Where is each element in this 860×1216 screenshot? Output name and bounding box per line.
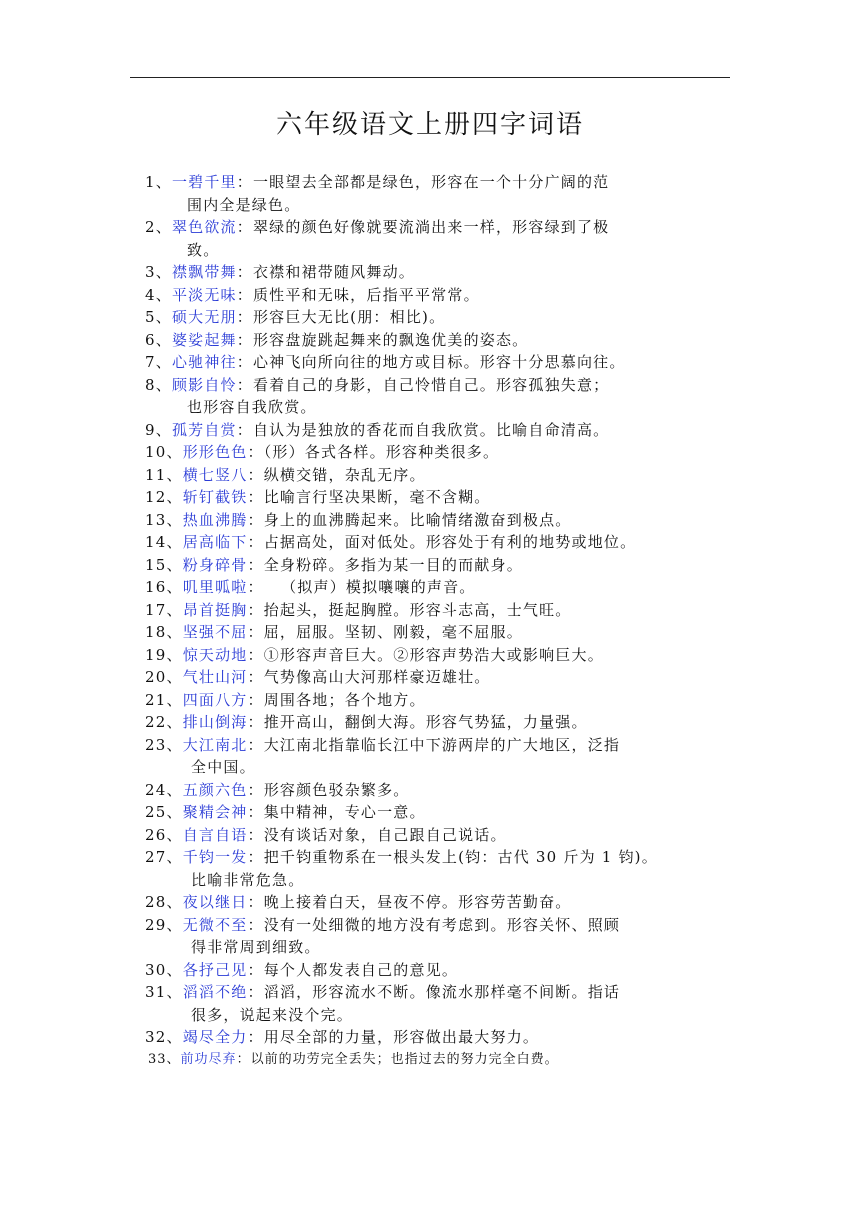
idiom-term: 形形色色 — [182, 443, 248, 461]
list-item — [145, 419, 725, 442]
list-item — [145, 1049, 725, 1072]
list-item — [145, 441, 725, 464]
idiom-definition: ：自认为是独放的香花而自我欣赏。比喻自命清高。 — [236, 420, 610, 439]
list-item — [145, 666, 725, 689]
page-title: 六年级语文上册四字词语 — [275, 110, 584, 140]
idiom-term: 顾影自怜 — [171, 375, 237, 394]
list-item — [145, 914, 725, 959]
idiom-definition: ：形容颜色驳杂繁多。 — [247, 780, 410, 799]
idiom-term: 婆娑起舞 — [171, 330, 237, 349]
idiom-definition: ：集中精神，专心一意。 — [247, 803, 426, 821]
idiom-definition: ：滔滔，形容流水不断。像流水那样毫不间断。指话 — [247, 983, 621, 1001]
list-item — [145, 374, 725, 419]
item-number: 4、 — [145, 285, 172, 304]
idiom-definition: ：抬起头，挺起胸膛。形容斗志高，士气旺。 — [247, 600, 572, 619]
idiom-term: 千钧一发 — [182, 848, 248, 866]
item-number: 15、 — [145, 555, 183, 574]
item-number: 14、 — [145, 533, 183, 551]
idiom-definition: ：一眼望去全部都是绿色，形容在一个十分广阔的范 — [236, 173, 610, 191]
item-number: 28、 — [145, 893, 183, 911]
item-number: 27、 — [145, 848, 183, 866]
idiom-term: 居高临下 — [182, 533, 248, 551]
idiom-term: 心驰神往 — [171, 353, 237, 371]
list-item — [145, 509, 725, 532]
idiom-definition: ：用尽全部的力量，形容做出最大努力。 — [247, 1028, 540, 1046]
idiom-definition: ：没有一处细微的地方没有考虑到。形容关怀、照顾 — [247, 915, 621, 934]
idiom-definition: ：每个人都发表自己的意见。 — [247, 960, 459, 979]
list-item — [145, 824, 725, 847]
list-item — [145, 891, 725, 914]
header-rule — [130, 77, 730, 78]
definition-continuation: 围内全是绿色。 — [187, 195, 301, 214]
item-number: 20、 — [145, 668, 183, 686]
definition-continuation: 很多，说起来没个完。 — [191, 1005, 354, 1024]
item-number: 24、 — [145, 780, 183, 799]
idiom-definition: ：晚上接着白天，昼夜不停。形容劳苦勤奋。 — [247, 893, 572, 911]
idiom-term: 前功尽弃 — [180, 1051, 237, 1067]
idiom-definition: ： （拟声）模拟嚷嚷的声音。 — [247, 578, 476, 596]
list-item — [145, 554, 725, 577]
list-item — [145, 599, 725, 622]
idiom-term: 热血沸腾 — [182, 510, 248, 529]
list-item — [145, 171, 725, 216]
definition-continuation: 也形容自我欣赏。 — [187, 398, 317, 416]
idiom-term: 四面八方 — [182, 690, 248, 709]
idiom-definition: ：身上的血沸腾起来。比喻情绪激奋到极点。 — [247, 510, 572, 529]
idiom-term: 夜以继日 — [182, 893, 248, 911]
item-number: 31、 — [145, 983, 183, 1001]
list-item — [145, 644, 725, 667]
list-item — [145, 284, 725, 307]
list-item — [145, 261, 725, 284]
idiom-term: 横七竖八 — [182, 465, 248, 484]
list-item — [145, 486, 725, 509]
item-number: 12、 — [145, 488, 183, 506]
idiom-definition: ：周围各地；各个地方。 — [247, 690, 426, 709]
item-number: 33、 — [148, 1051, 181, 1067]
idiom-definition: ：没有谈话对象，自己跟自己说话。 — [247, 825, 507, 844]
idiom-definition: ：形容盘旋跳起舞来的飘逸优美的姿态。 — [236, 330, 529, 349]
idiom-term: 昂首挺胸 — [182, 600, 248, 619]
list-item — [145, 351, 725, 374]
item-number: 10、 — [145, 443, 183, 461]
idiom-term: 硕大无朋 — [171, 308, 237, 326]
list-item — [145, 846, 725, 891]
idiom-term: 各抒己见 — [182, 960, 248, 979]
list-item — [145, 711, 725, 734]
idiom-definition: ：气势像高山大河那样豪迈雄壮。 — [247, 668, 491, 686]
idiom-term: 惊天动地 — [182, 645, 248, 664]
list-item — [145, 779, 725, 802]
item-number: 29、 — [145, 915, 183, 934]
list-item — [145, 464, 725, 487]
list-item — [145, 216, 725, 261]
idiom-definition: ：全身粉碎。多指为某一目的而献身。 — [247, 555, 523, 574]
list-item — [145, 981, 725, 1026]
list-item — [145, 576, 725, 599]
idiom-term: 气壮山河 — [182, 668, 248, 686]
idiom-definition: ：纵横交错，杂乱无序。 — [247, 465, 426, 484]
idiom-definition: ：大江南北指靠临长江中下游两岸的广大地区，泛指 — [247, 735, 621, 754]
idiom-definition: ：比喻言行坚决果断，毫不含糊。 — [247, 488, 491, 506]
idiom-definition: ：占据高处，面对低处。形容处于有利的地势或地位。 — [247, 533, 637, 551]
item-number: 18、 — [145, 623, 183, 641]
item-number: 16、 — [145, 578, 183, 596]
list-item — [145, 329, 725, 352]
definition-continuation: 比喻非常危急。 — [191, 870, 305, 889]
idiom-definition: ：衣襟和裙带随风舞动。 — [236, 263, 415, 281]
idiom-definition: ：形容巨大无比(朋：相比)。 — [236, 308, 446, 326]
definition-continuation: 致。 — [187, 240, 220, 259]
idiom-definition: ：质性平和无味，后指平平常常。 — [236, 285, 480, 304]
idiom-definition: ：看着自己的身影，自己怜惜自己。形容孤独失意； — [236, 375, 610, 394]
idiom-definition: ：（形）各式各样。形容种类很多。 — [247, 443, 500, 461]
idiom-term: 聚精会神 — [182, 803, 248, 821]
item-number: 23、 — [145, 735, 183, 754]
idiom-term: 滔滔不绝 — [182, 983, 248, 1001]
idiom-term: 无微不至 — [182, 915, 248, 934]
idiom-term: 坚强不屈 — [182, 623, 248, 641]
list-item — [145, 734, 725, 779]
item-number: 32、 — [145, 1028, 183, 1046]
item-number: 7、 — [145, 353, 172, 371]
list-item — [145, 1026, 725, 1049]
idiom-term: 斩钉截铁 — [182, 488, 248, 506]
idiom-term: 排山倒海 — [182, 713, 248, 731]
item-number: 6、 — [145, 330, 172, 349]
item-number: 5、 — [145, 308, 172, 326]
item-number: 13、 — [145, 510, 183, 529]
list-item — [145, 801, 725, 824]
item-number: 17、 — [145, 600, 183, 619]
idiom-definition: ：以前的功劳完全丢失；也指过去的努力完全白费。 — [236, 1051, 559, 1067]
idiom-term: 襟飘带舞 — [171, 263, 237, 281]
idiom-definition: ：翠绿的颜色好像就要流淌出来一样，形容绿到了极 — [236, 218, 610, 236]
word-list — [145, 171, 725, 1071]
idiom-term: 五颜六色 — [182, 780, 248, 799]
idiom-definition: ：屈，屈服。坚韧、刚毅，毫不屈服。 — [247, 623, 523, 641]
item-number: 25、 — [145, 803, 183, 821]
idiom-definition: ：推开高山，翻倒大海。形容气势猛，力量强。 — [247, 713, 588, 731]
definition-continuation: 全中国。 — [191, 758, 256, 776]
idiom-term: 平淡无味 — [171, 285, 237, 304]
list-item — [145, 531, 725, 554]
idiom-term: 翠色欲流 — [171, 218, 237, 236]
item-number: 9、 — [145, 420, 172, 439]
idiom-term: 自言自语 — [182, 825, 248, 844]
item-number: 1、 — [145, 173, 172, 191]
idiom-term: 大江南北 — [182, 735, 248, 754]
idiom-term: 一碧千里 — [171, 173, 237, 191]
idiom-definition: ：①形容声音巨大。②形容声势浩大或影响巨大。 — [247, 645, 604, 664]
idiom-definition: ：心神飞向所向往的地方或目标。形容十分思慕向往。 — [236, 353, 626, 371]
idiom-term: 竭尽全力 — [182, 1028, 248, 1046]
item-number: 26、 — [145, 825, 183, 844]
idiom-term: 孤芳自赏 — [171, 420, 237, 439]
item-number: 2、 — [145, 218, 172, 236]
item-number: 22、 — [145, 713, 183, 731]
item-number: 8、 — [145, 375, 172, 394]
idiom-definition: ：把千钧重物系在一根头发上(钧：古代 30 斤为 1 钧)。 — [247, 848, 658, 866]
list-item — [145, 621, 725, 644]
item-number: 3、 — [145, 263, 172, 281]
list-item — [145, 689, 725, 712]
item-number: 19、 — [145, 645, 183, 664]
item-number: 11、 — [145, 465, 183, 484]
item-number: 21、 — [145, 690, 183, 709]
list-item — [145, 306, 725, 329]
idiom-term: 叽里呱啦 — [182, 578, 248, 596]
item-number: 30、 — [145, 960, 183, 979]
definition-continuation: 得非常周到细致。 — [191, 938, 321, 956]
list-item — [145, 959, 725, 982]
idiom-term: 粉身碎骨 — [182, 555, 248, 574]
